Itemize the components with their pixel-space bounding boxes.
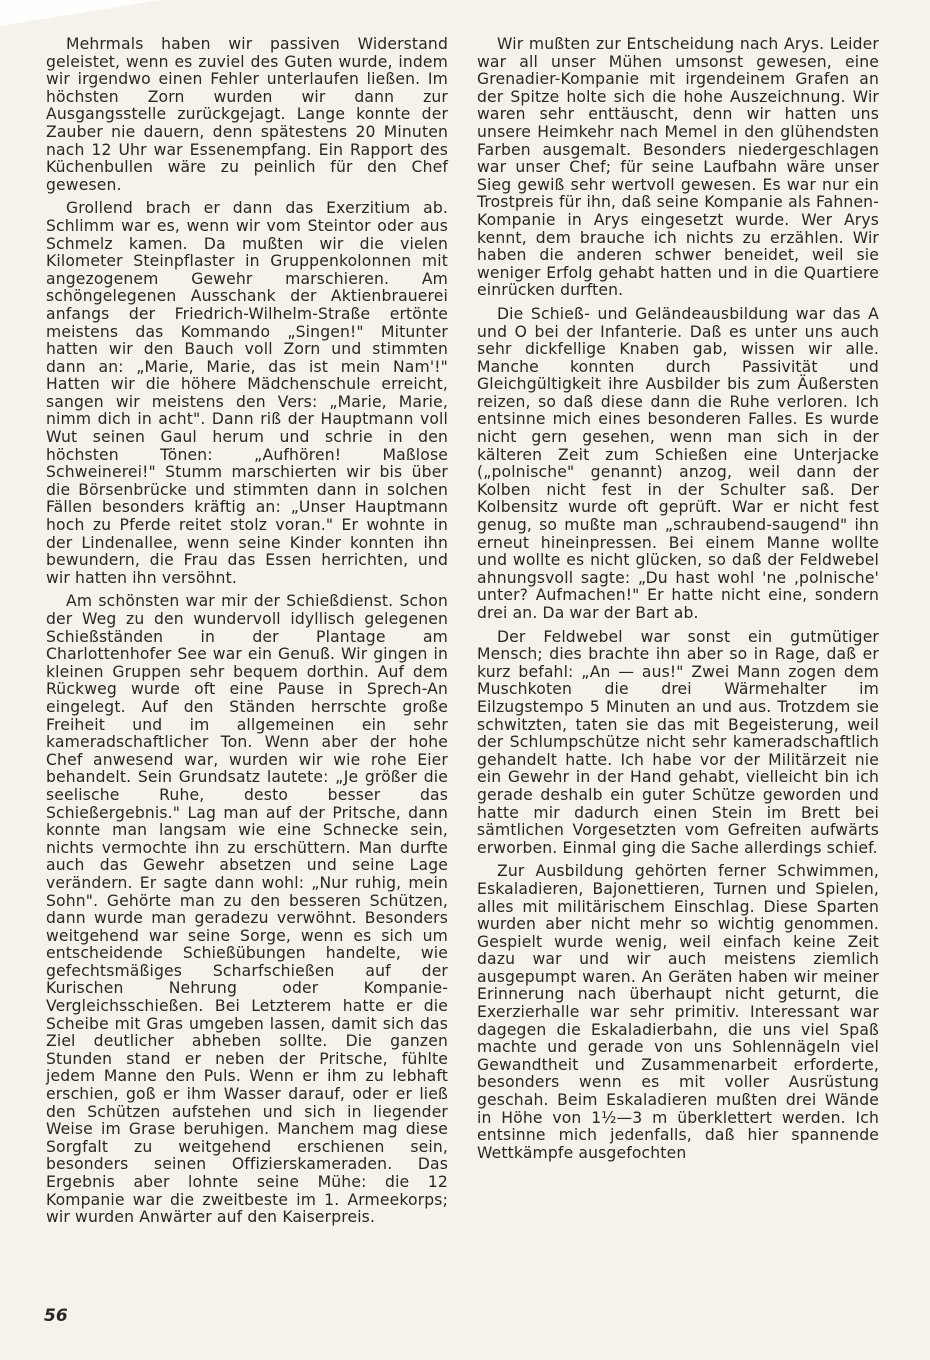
page-corner: [0, 0, 160, 26]
paragraph: Mehrmals haben wir passiven Widerstand geleistet, wenn es zuviel des Guten wurde, indem wir irgendwo einen Fehler unterlaufen ließen. Im höchsten Zorn wurden wir dann zur Ausgangsstelle zurückgejagt. Lange konnte der Zauber nie dauern, denn spätestens 20 Minuten nach 12 Uhr war Essenempfang. Ein Rapport des Küchenbullen wäre zu peinlich für den Chef gewesen.: [46, 35, 448, 194]
paragraph: Der Feldwebel war sonst ein gutmütiger Mensch; dies brachte ihn aber so in Rage, daß er kurz befahl: „An — aus!" Zwei Mann zogen dem Muschkoten die drei Wärmehalter im Eilzugstempo 5 Minuten an und aus. Trotzdem sie schwitzten, taten sie das mit Begeisterung, weil der Schlumpschütze nicht sehr kameradschaftlich gehandelt hatte. Ich habe vor der Militärzeit nie ein Gewehr in der Hand gehabt, vielleicht bin ich gerade deshalb ein guter Schütze geworden und hatte mir dadurch einen Stein im Brett bei sämtlichen Vorgesetzten vom Gefreiten aufwärts erworben. Einmal ging die Sache allerdings schief.: [477, 627, 879, 857]
paragraph: Wir mußten zur Entscheidung nach Arys. Leider war all unser Mühen umsonst gewesen, eine Grenadier-Kompanie mit irgendeinem Grafen an der Spitze holte sich die hohe Auszeichnung. Wir waren sehr enttäuscht, denn wir hatten uns unsere Heimkehr nach Memel in den glühendsten Farben ausgemalt. Besonders niedergeschlagen war unser Chef; für seine Laufbahn wäre unser Sieg gewiß sehr wertvoll gewesen. Es war nur ein Trostpreis für ihn, daß seine Kompanie als Fahnen-Kompanie in Arys eingesetzt wurde. Wer Arys kennt, dem brauche ich nichts zu erzählen. Wir haben die anderen schwer beneidet, weil sie weniger Erfolg gehabt hatten und in die Quartiere einrücken durften.: [477, 35, 879, 300]
paragraph: Zur Ausbildung gehörten ferner Schwimmen, Eskaladieren, Bajonettieren, Turnen und Spielen, alles mit militärischem Einschlag. Diese Sparten wurden aber nicht mehr so wichtig genommen. Gespielt wurde wenig, weil einfach keine Zeit dazu war und wir auch meistens ziemlich ausgepumpt waren. An Geräten haben wir meiner Erinnerung nach überhaupt nicht geturnt, die Exerzierhalle war sehr primitiv. Interessant war dagegen die Eskaladierbahn, die uns viel Spaß machte und gerade von uns Sohlennägeln viel Gewandtheit und Zusammenarbeit erforderte, besonders wenn es mit voller Ausrüstung geschah. Beim Eskaladieren mußten drei Wände in Höhe von 1½—3 m überklettert werden. Ich entsinne mich jedenfalls, daß hier spannende Wettkämpfe ausgefochten: [477, 862, 879, 1162]
left-column: [46, 36, 448, 1233]
page-number: 56: [44, 1306, 68, 1326]
paragraph: Grollend brach er dann das Exerzitium ab. Schlimm war es, wenn wir vom Steintor oder aus Schmelz kamen. Da mußten wir die vielen Kilometer Steinpflaster in Gruppenkolonnen mit angezogenem Gewehr marschieren. Am schöngelegenen Ausschank der Aktienbrauerei anfangs der Friedrich-Wilhelm-Straße ertönte meistens das Kommando „Singen!" Mitunter hatten wir den Bauch voll Zorn und stimmten dann an: „Marie, Marie, das ist mein Nam'!" Hatten wir die höhere Mädchenschule erreicht, sangen wir meistens den Vers: „Marie, Marie, nimm dich in acht". Dann riß der Hauptmann voll Wut seinen Gaul herum und schrie in den höchsten Tönen: „Aufhören! Maßlose Schweinerei!" Stumm marschierten wir bis über die Börsenbrücke und stimmten dann in solchen Fällen besonders kräftig an: „Unser Hauptmann hoch zu Pferde reitet stolz voran." Er wohnte in der Lindenallee, wenn seine Kinder konnten ihn bewundern, die Frau das Essen herrichten, und wir hatten ihn versöhnt.: [46, 199, 448, 587]
paragraph: Die Schieß- und Geländeausbildung war das A und O bei der Infanterie. Daß es unter uns auch sehr dickfellige Knaben gab, wissen wir alle. Manche konnten durch Passivität und Gleichgültigkeit ihre Ausbilder bis zum Äußersten reizen, so daß diese dann die Ruhe verloren. Ich entsinne mich eines besonderen Falles. Es wurde nicht gern gesehen, wenn man sich in der kälteren Zeit zum Schießen eine Unterjacke („polnische" genannt) anzog, weil dann der Kolben nicht fest in der Schulter saß. Der Kolbensitz wurde oft geprüft. War er nicht fest genug, so mußte man „schraubend-saugend" ihn erneut hineinpressen. Bei einem Manne wollte und wollte es nicht glücken, so daß der Feldwebel ahnungsvoll sagte: „Du hast wohl 'ne ,polnische' unter? Aufmachen!" Er hatte nicht eine, sondern drei an. Da war der Bart ab.: [477, 304, 879, 622]
paragraph: Am schönsten war mir der Schießdienst. Schon der Weg zu den wundervoll idyllisch gelegenen Schießständen in der Plantage am Charlottenhofer See war ein Genuß. Wir gingen in kleinen Gruppen sehr bequem dorthin. Auf dem Rückweg wurde oft eine Pause in Sprech-An eingelegt. Auf den Ständen herrschte große Freiheit und im allgemeinen ein sehr kameradschaftlicher Ton. Wenn aber der hohe Chef anwesend war, wurden wir wie rohe Eier behandelt. Sein Grundsatz lautete: „Je größer die seelische Ruhe, desto besser das Schießergebnis." Lag man auf der Pritsche, dann konnte man langsam wie eine Schnecke sein, nichts vermochte ihn zu erschüttern. Man durfte auch das Gewehr absetzen und seine Lage verändern. Er sagte dann wohl: „Nur ruhig, mein Sohn". Gehörte man zu den besseren Schützen, dann wurde man geradezu verwöhnt. Besonders weitgehend war seine Sorge, wenn es sich um entscheidende Schießübungen handelte, wie gefechtsmäßiges Scharfschießen auf der Kurischen Nehrung oder Kompanie-Vergleichsschießen. Bei Letzterem hatte er die Scheibe mit Gras umgeben lassen, damit sich das Ziel deutlicher abheben sollte. Die ganzen Stunden stand er neben der Pritsche, fühlte jedem Manne den Puls. Wenn er ihm zu lebhaft erschien, goß er ihm Wasser darauf, oder er ließ den Schützen aufstehen und sich in liegender Weise im Grase beruhigen. Manchem mag diese Sorgfalt zu weitgehend erschienen sein, besonders seinen Offizierskameraden. Das Ergebnis aber lohnte seine Mühe: die 12 Kompanie war die zweitbeste im 1. Armeekorps; wir wurden Anwärter auf den Kaiserpreis.: [46, 592, 448, 1227]
right-column: [477, 36, 879, 1168]
